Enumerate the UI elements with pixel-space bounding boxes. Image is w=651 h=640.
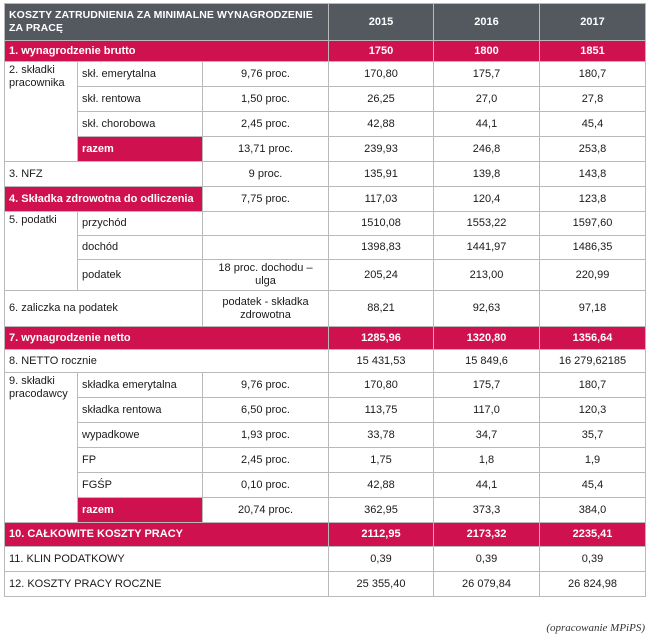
value-2017: 1486,35 [540, 236, 646, 260]
year-2015-header: 2015 [329, 4, 434, 41]
value-2017: 384,0 [540, 498, 646, 523]
row-tax-amount [5, 260, 646, 291]
row-label: 11. KLIN PODATKOWY [5, 547, 329, 572]
value-2016: 175,7 [434, 62, 540, 87]
group-label-taxes: 5. podatki [5, 212, 78, 291]
row-employer-pension [5, 373, 646, 398]
row-employee-total [5, 137, 646, 162]
sub-label: składka emerytalna [78, 373, 203, 398]
value-2017: 180,7 [540, 373, 646, 398]
value-2017: 26 824,98 [540, 572, 646, 597]
value-2015: 42,88 [329, 112, 434, 137]
group-label-employee-contributions: 2. składki pracownika [5, 62, 78, 162]
value-2015: 239,93 [329, 137, 434, 162]
sub-label: podatek [78, 260, 203, 291]
row-label: 12. KOSZTY PRACY ROCZNE [5, 572, 329, 597]
row-label: 4. Składka zdrowotna do odliczenia [5, 187, 203, 212]
rate [203, 212, 329, 236]
value-2016: 373,3 [434, 498, 540, 523]
sub-label: FP [78, 448, 203, 473]
rate: 18 proc. dochodu – ulga [203, 260, 329, 291]
row-total-labor-cost [5, 523, 646, 547]
value-2017: 220,99 [540, 260, 646, 291]
value-2017: 1597,60 [540, 212, 646, 236]
value-2016: 1553,22 [434, 212, 540, 236]
sub-label: przychód [78, 212, 203, 236]
row-employee-sickness [5, 112, 646, 137]
value-2016: 92,63 [434, 291, 540, 327]
row-employer-fp [5, 448, 646, 473]
row-label: 7. wynagrodzenie netto [5, 327, 329, 350]
value-2015: 33,78 [329, 423, 434, 448]
value-2016: 44,1 [434, 112, 540, 137]
rate: 20,74 proc. [203, 498, 329, 523]
row-employer-total [5, 498, 646, 523]
value-2017: 0,39 [540, 547, 646, 572]
row-tax-wedge [5, 547, 646, 572]
value-2016: 139,8 [434, 162, 540, 187]
rate: podatek - składka zdrowotna [203, 291, 329, 327]
value-2016: 0,39 [434, 547, 540, 572]
value-2015: 26,25 [329, 87, 434, 112]
value-2015: 170,80 [329, 62, 434, 87]
value-2015: 15 431,53 [329, 350, 434, 373]
group-label-employer-contributions: 9. składki pracodawcy [5, 373, 78, 523]
rate [203, 236, 329, 260]
value-2015: 88,21 [329, 291, 434, 327]
value-2016: 1320,80 [434, 327, 540, 350]
row-label: 3. NFZ [5, 162, 203, 187]
value-2016: 26 079,84 [434, 572, 540, 597]
sub-label: skł. chorobowa [78, 112, 203, 137]
value-2016: 1800 [434, 41, 540, 62]
value-2015: 1510,08 [329, 212, 434, 236]
value-2016: 1441,97 [434, 236, 540, 260]
value-2016: 117,0 [434, 398, 540, 423]
value-2016: 34,7 [434, 423, 540, 448]
row-tax-income [5, 236, 646, 260]
row-annual-labor-cost [5, 572, 646, 597]
value-2016: 213,00 [434, 260, 540, 291]
year-2017-header: 2017 [540, 4, 646, 41]
value-2017: 97,18 [540, 291, 646, 327]
rate: 1,50 proc. [203, 87, 329, 112]
value-2015: 170,80 [329, 373, 434, 398]
row-employee-pension [5, 62, 646, 87]
value-2016: 15 849,6 [434, 350, 540, 373]
sub-label: skł. emerytalna [78, 62, 203, 87]
sub-label-total: razem [78, 498, 203, 523]
value-2017: 16 279,62185 [540, 350, 646, 373]
value-2017: 143,8 [540, 162, 646, 187]
rate: 1,93 proc. [203, 423, 329, 448]
value-2016: 27,0 [434, 87, 540, 112]
sub-label-total: razem [78, 137, 203, 162]
row-employer-accident [5, 423, 646, 448]
value-2015: 1750 [329, 41, 434, 62]
labor-cost-table [4, 3, 646, 597]
value-2017: 45,4 [540, 112, 646, 137]
value-2015: 0,39 [329, 547, 434, 572]
row-net-salary [5, 327, 646, 350]
sub-label: składka rentowa [78, 398, 203, 423]
value-2016: 175,7 [434, 373, 540, 398]
value-2015: 205,24 [329, 260, 434, 291]
value-2016: 44,1 [434, 473, 540, 498]
row-label: 1. wynagrodzenie brutto [5, 41, 329, 62]
value-2015: 2112,95 [329, 523, 434, 547]
rate: 2,45 proc. [203, 112, 329, 137]
row-tax-advance [5, 291, 646, 327]
value-2015: 1398,83 [329, 236, 434, 260]
value-2017: 27,8 [540, 87, 646, 112]
row-employee-disability [5, 87, 646, 112]
rate: 6,50 proc. [203, 398, 329, 423]
value-2017: 120,3 [540, 398, 646, 423]
year-2016-header: 2016 [434, 4, 540, 41]
value-2017: 180,7 [540, 62, 646, 87]
row-label: 6. zaliczka na podatek [5, 291, 203, 327]
value-2017: 2235,41 [540, 523, 646, 547]
row-label: 8. NETTO rocznie [5, 350, 329, 373]
value-2016: 120,4 [434, 187, 540, 212]
row-gross-salary [5, 41, 646, 62]
value-2017: 123,8 [540, 187, 646, 212]
value-2017: 253,8 [540, 137, 646, 162]
rate: 0,10 proc. [203, 473, 329, 498]
value-2017: 1851 [540, 41, 646, 62]
value-2015: 362,95 [329, 498, 434, 523]
value-2017: 1356,64 [540, 327, 646, 350]
rate: 9 proc. [203, 162, 329, 187]
rate: 7,75 proc. [203, 187, 329, 212]
value-2015: 1285,96 [329, 327, 434, 350]
rate: 9,76 proc. [203, 373, 329, 398]
row-health-deductible [5, 187, 646, 212]
row-tax-revenue [5, 212, 646, 236]
row-net-annual [5, 350, 646, 373]
value-2016: 1,8 [434, 448, 540, 473]
table-title: KOSZTY ZATRUDNIENIA ZA MINIMALNE WYNAGRODZENIE ZA PRACĘ [5, 4, 329, 41]
sub-label: FGŚP [78, 473, 203, 498]
header-row [5, 4, 646, 41]
sub-label: skł. rentowa [78, 87, 203, 112]
value-2015: 42,88 [329, 473, 434, 498]
source-note: (opracowanie MPiPS) [546, 622, 645, 634]
row-employer-disability [5, 398, 646, 423]
rate: 2,45 proc. [203, 448, 329, 473]
value-2015: 1,75 [329, 448, 434, 473]
value-2015: 117,03 [329, 187, 434, 212]
sub-label: dochód [78, 236, 203, 260]
row-label: 10. CAŁKOWITE KOSZTY PRACY [5, 523, 329, 547]
rate: 13,71 proc. [203, 137, 329, 162]
value-2015: 135,91 [329, 162, 434, 187]
value-2015: 113,75 [329, 398, 434, 423]
value-2017: 45,4 [540, 473, 646, 498]
rate: 9,76 proc. [203, 62, 329, 87]
value-2016: 2173,32 [434, 523, 540, 547]
sub-label: wypadkowe [78, 423, 203, 448]
value-2017: 35,7 [540, 423, 646, 448]
value-2015: 25 355,40 [329, 572, 434, 597]
value-2016: 246,8 [434, 137, 540, 162]
row-employer-fgsp [5, 473, 646, 498]
value-2017: 1,9 [540, 448, 646, 473]
row-nfz [5, 162, 646, 187]
